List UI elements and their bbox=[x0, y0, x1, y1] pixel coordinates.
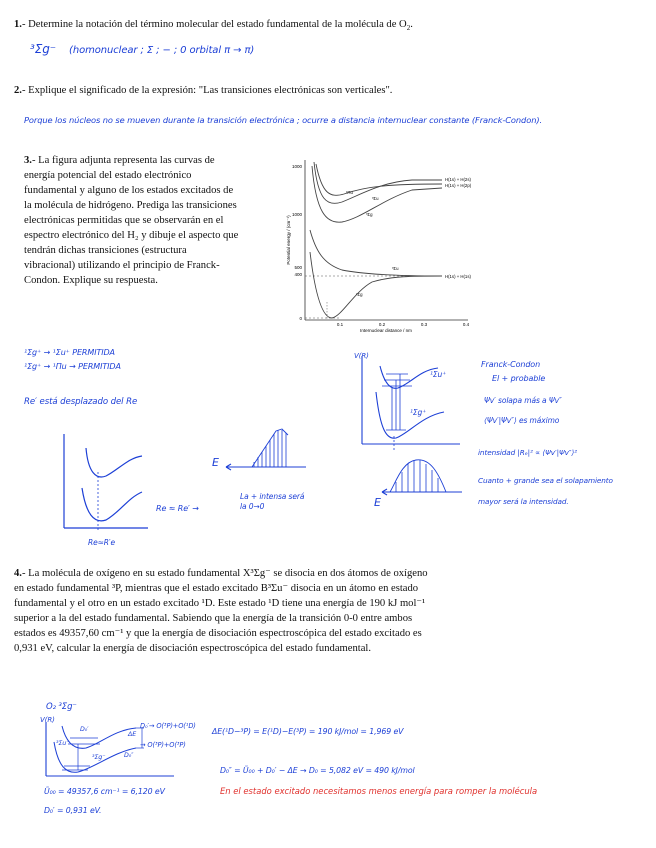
question-3 bbox=[24, 153, 258, 288]
question-number: 4. bbox=[14, 568, 22, 579]
answer-2: Porque los núcleos no se mueven durante la transición electrónica ; ocurre a distancia internuclear constante (Franck-Condon). bbox=[24, 115, 543, 125]
re-approx: Re ≈ Re′ → bbox=[156, 504, 199, 513]
x-tick-label: 0.2 bbox=[378, 322, 386, 327]
y-tick-label: 500 bbox=[294, 265, 302, 270]
x-tick-label: 0.4 bbox=[462, 322, 470, 327]
sketch-potential-fc bbox=[356, 352, 466, 462]
sketch-upper-curve bbox=[86, 448, 142, 477]
text-line: 0,931 eV, calcular la energía de disociación espectroscópica del estado fundamental. bbox=[14, 643, 372, 654]
x-axis-label: Internuclear distance / nm bbox=[360, 328, 412, 333]
question-text: - Explique el significado de la expresión: "Las transiciones electrónicas son verticales". bbox=[21, 85, 393, 96]
o2-d1: D₀′→ O(³P)+O(¹D) bbox=[140, 722, 196, 730]
text-line: fundamental y alguno de los estados excitados de bbox=[24, 185, 234, 196]
fc-title: Franck-Condon bbox=[481, 360, 541, 369]
state-label: ¹Πu bbox=[346, 190, 353, 195]
spectrum-sketch-2 bbox=[376, 452, 466, 502]
o2-potential-sketch bbox=[44, 722, 184, 778]
question-text: - Determine la notación del término molecular del estado fundamental de la molécula de O bbox=[21, 19, 407, 30]
o2-d0p-value: D₀′ = 0,931 eV. bbox=[44, 806, 102, 815]
curve-repulsive bbox=[310, 230, 442, 276]
answer-note: (homonuclear ; Σ ; − ; 0 orbital π → π) bbox=[69, 45, 255, 56]
text-line: - La molécula de oxígeno en su estado fundamental X³Σg⁻ se disocia en dos átomos de oxígeno bbox=[21, 568, 428, 579]
axis-e-2: E bbox=[374, 496, 381, 509]
o2-t00: Ũ₀₀ = 49357,6 cm⁻¹ = 6,120 eV bbox=[44, 787, 165, 796]
question-number: 1. bbox=[14, 19, 22, 30]
o2-upper-curve bbox=[62, 726, 136, 748]
question-2 bbox=[14, 83, 392, 98]
o2-vr: V(R) bbox=[40, 716, 55, 724]
spectrum-sketch-1 bbox=[220, 425, 310, 475]
question-1 bbox=[14, 17, 413, 36]
axis-vr: V(R) bbox=[354, 352, 369, 360]
text-line: la molécula de hidrógeno. Prediga las transiciones bbox=[24, 200, 237, 211]
subscript: 2 bbox=[406, 24, 411, 33]
y-tick-label: 400 bbox=[294, 272, 302, 277]
term-symbol: ³Σg⁻ bbox=[30, 42, 56, 56]
re-label: Re≈R′e bbox=[88, 538, 116, 547]
text-line: tendrán dichas transiciones (estructura bbox=[24, 245, 187, 256]
text-line: Condon. Explique su respuesta. bbox=[24, 275, 158, 286]
text-line: superior a la del estado fundamental. Sabiendo que la energía de la transición 0-0 entre ambos bbox=[14, 613, 413, 624]
o2-state-x: ³Σg⁻ bbox=[92, 754, 106, 761]
answer-1 bbox=[30, 42, 254, 56]
y-tick-label: 1000 bbox=[291, 164, 302, 169]
text-line: electrónicas permitidas que se observarán en el bbox=[24, 215, 224, 226]
curve-ground-state bbox=[310, 252, 442, 318]
axis-e-1: E bbox=[212, 456, 219, 469]
o2-state-b: ³Σu⁻ bbox=[56, 740, 70, 747]
x-tick-label: 0.1 bbox=[336, 322, 344, 327]
excited-state-note: En el estado excitado necesitamos menos energía para romper la molécula bbox=[220, 786, 538, 796]
sketch-curves bbox=[62, 432, 152, 532]
text-line: fundamental y el otro en un estado excitado ¹D. Este estado ¹D tiene una energía de 190 kJ mol⁻¹ bbox=[14, 598, 426, 609]
note-allowed-2: ¹Σg⁺ → ¹Πu → PERMITIDA bbox=[24, 362, 121, 371]
question-number: 3. bbox=[24, 155, 32, 166]
period: . bbox=[410, 19, 413, 30]
text-line: energía potencial del estado electrónico bbox=[24, 170, 192, 181]
curve-label: H(1s) + H(2s) bbox=[445, 177, 471, 182]
state-label: ¹Σg bbox=[356, 292, 363, 297]
state-label: ³Σg bbox=[366, 212, 373, 217]
curve-label: H(1s) + H(1s) bbox=[445, 274, 471, 279]
fc-line-2: Ψv′ solapa más a Ψv″ bbox=[484, 396, 562, 405]
potential-energy-figure bbox=[282, 152, 482, 332]
question-4 bbox=[14, 566, 640, 656]
state-label: ³Σu bbox=[372, 196, 379, 201]
sketch-lower-curve bbox=[82, 488, 142, 521]
y-tick-label: 0 bbox=[299, 316, 302, 321]
curve-label: H(1s) + H(2p) bbox=[445, 183, 472, 188]
o2-d2: → O(³P)+O(³P) bbox=[140, 741, 186, 749]
y-axis-label: Potential energy / (cm⁻¹) bbox=[286, 215, 291, 265]
state-label: ³Σu bbox=[392, 266, 399, 271]
text-line: espectro electrónico del H₂ y dibuje el aspecto que bbox=[24, 230, 239, 241]
x-tick-label: 0.3 bbox=[420, 322, 428, 327]
overlap-note-2: mayor será la intensidad. bbox=[478, 497, 569, 506]
fc-line-3: ⟨Ψv′|Ψv″⟩ es máximo bbox=[484, 416, 560, 425]
intensity-note: intensidad |Rₑ|² ∝ ⟨Ψv′|Ψv″⟩² bbox=[478, 448, 578, 457]
y-tick-label: 1000 bbox=[291, 212, 302, 217]
text-line: en estado fundamental ³P, mientras que el estado excitado B³Σu⁻ disocia en un átomo en estado bbox=[14, 583, 419, 594]
o2-de: ΔE bbox=[128, 731, 137, 738]
text-line: - La figura adjunta representa las curvas de bbox=[31, 155, 215, 166]
overlap-note-1: Cuanto + grande sea el solapamiento bbox=[478, 476, 613, 485]
delta-e-note: ΔE(¹D−³P) = E(¹D)−E(³P) = 190 kJ/mol = 1,969 eV bbox=[212, 727, 404, 736]
fc-line-1: El + probable bbox=[492, 374, 546, 383]
d0-result: D₀″ = Ũ₀₀ + D₀′ − ΔE → D₀ = 5,082 eV = 490 kJ/mol bbox=[220, 766, 415, 775]
o2-d0pp: D₀″ bbox=[124, 752, 134, 759]
o2-title: O₂ ³Σg⁻ bbox=[46, 702, 77, 712]
text-line: estados es 49357,60 cm⁻¹ y que la energía de disociación espectroscópica del estado excitado es bbox=[14, 628, 422, 639]
state-upper-label: ¹Σu⁺ bbox=[430, 370, 447, 379]
o2-d0p: D₀′ bbox=[80, 726, 89, 733]
note-more-intense: La + intensa será la 0→0 bbox=[240, 492, 305, 511]
question-number: 2. bbox=[14, 85, 22, 96]
note-shift: Re′ está desplazado del Re bbox=[24, 397, 138, 407]
text-line: vibracional) utilizando el principio de Franck- bbox=[24, 260, 220, 271]
note-allowed-1: ¹Σg⁺ → ¹Σu⁺ PERMITIDA bbox=[24, 348, 115, 357]
state-lower-label: ¹Σg⁺ bbox=[410, 408, 427, 417]
